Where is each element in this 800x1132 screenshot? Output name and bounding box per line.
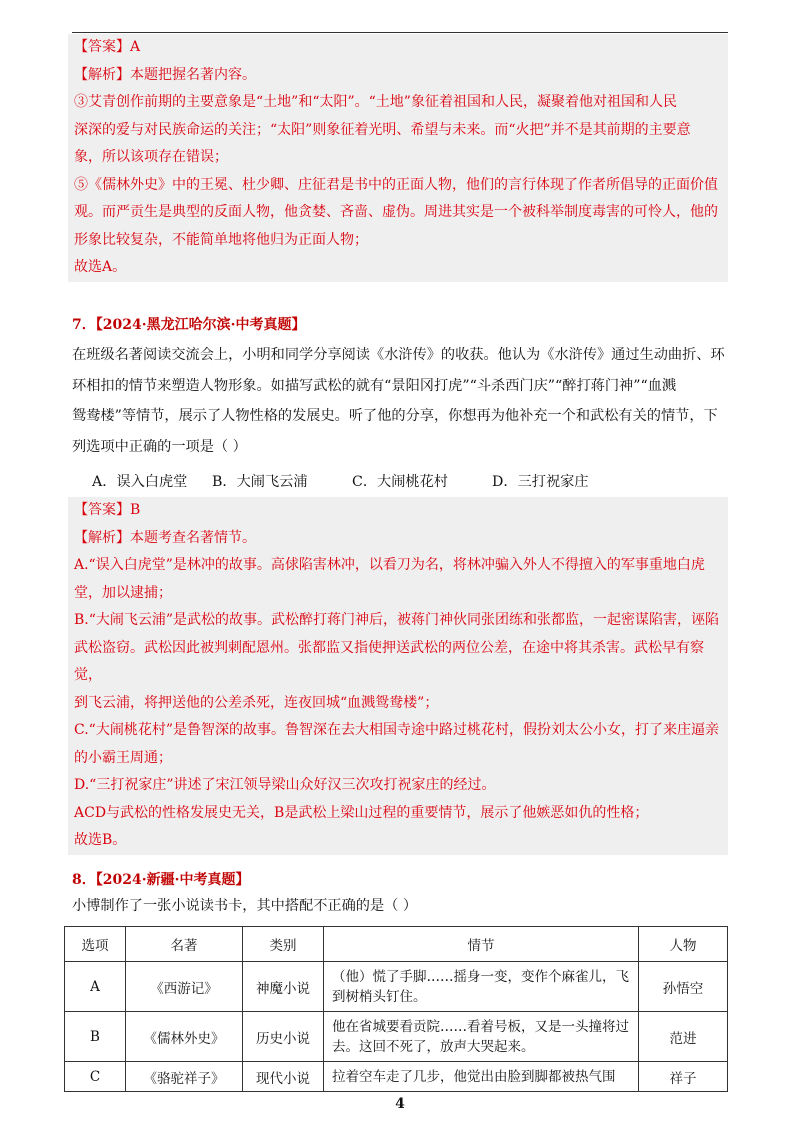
- table-row: [65, 1062, 728, 1092]
- cell-plot: 拉着空车走了几步，他觉出由脸到脚都被热气围: [324, 1062, 639, 1092]
- q7-header: 7．【2024·黑龙江哈尔滨·中考真题】: [72, 317, 306, 333]
- cell-category: 神魔小说: [243, 962, 324, 1012]
- q7-analysis-line: A.“误入白虎堂”是林冲的故事。高俅陷害林冲，以看刀为名，将林冲骗入外人不得擅入的军事重地白虎: [74, 557, 705, 573]
- table-row: [65, 962, 728, 1012]
- q7-body-line: 在班级名著阅读交流会上，小明和同学分享阅读《水浒传》的收获。他认为《水浒传》通过生动曲折、环: [72, 347, 725, 363]
- cell-book: 《西游记》: [126, 962, 243, 1012]
- q7-analysis-line: 【解析】本题考查名著情节。: [74, 529, 256, 546]
- cell-option: C: [65, 1062, 126, 1092]
- col-character-header: 人物: [639, 927, 728, 962]
- q7-analysis-line: B.“大闹飞云浦”是武松的故事。武松醉打蒋门神后，被蒋门神伙同张团练和张都监，一起密谋陷害，诬陷: [74, 612, 720, 628]
- q7-option-a: A．误入白虎堂: [92, 474, 188, 490]
- q7-body-line: 列选项中正确的一项是（ ）: [72, 438, 247, 455]
- cell-plot: （他）慌了手脚……摇身一变，变作个麻雀儿，飞到树梢头钉住。: [324, 962, 639, 1012]
- q7-option-d: D．三打祝家庄: [492, 474, 589, 490]
- q6-analysis-line: 象，所以该项存在错误；: [74, 149, 228, 165]
- table-header-row: [65, 927, 728, 962]
- q7-analysis-line: 故选B。: [74, 832, 127, 848]
- q6-analysis-line: 深深的爱与对民族命运的关注；“太阳”则象征着光明、希望与未来。而“火把”并不是其前期的主要意: [74, 121, 691, 138]
- reading-card-table: [64, 926, 728, 1092]
- q6-analysis-line: 【解析】本题把握名著内容。: [74, 66, 256, 83]
- header-rule: [72, 32, 728, 33]
- q7-analysis-line: 堂，加以逮捕；: [74, 584, 172, 601]
- q6-analysis-line: 观。而严贡生是典型的反面人物，他贪婪、吝啬、虚伪。周进其实是一个被科举制度毒害的可怜人，他的: [74, 204, 718, 220]
- q7-analysis-line: 的小霸王周通；: [74, 749, 172, 766]
- cell-plot: 他在省城要看贡院……看着号板，又是一头撞将过去。这回不死了，放声大哭起来。: [324, 1012, 639, 1062]
- col-option-header: 选项: [65, 927, 126, 962]
- q6-answer-block: [68, 34, 728, 282]
- q7-options: [92, 471, 589, 491]
- q6-analysis-line: ③艾青创作前期的主要意象是“土地”和“太阳”。“土地”象征着祖国和人民，凝聚着他对祖国和人民: [74, 94, 677, 110]
- cell-category: 历史小说: [243, 1012, 324, 1062]
- q7-analysis-line: ACD与武松的性格发展史无关，B是武松上梁山过程的重要情节，展示了他嫉恶如仇的性格；: [74, 804, 649, 821]
- cell-character: 孙悟空: [639, 962, 728, 1012]
- col-category-header: 类别: [243, 927, 324, 962]
- q7-analysis-line: C.“大闹桃花村”是鲁智深的故事。鲁智深在去大相国寺途中路过桃花村，假扮刘太公小女，打了来庄逼亲: [74, 722, 719, 738]
- cell-character: 范进: [639, 1012, 728, 1062]
- q7-answer-block: [68, 497, 728, 855]
- cell-category: 现代小说: [243, 1062, 324, 1092]
- q7-option-c: C．大闹桃花村: [352, 474, 448, 490]
- q8-header: 8．【2024·新疆·中考真题】: [72, 872, 250, 888]
- q7-analysis-line: 到飞云浦，将押送他的公差杀死，连夜回城“血溅鸳鸯楼”；: [74, 694, 439, 711]
- q8-body: 小博制作了一张小说读书卡，其中搭配不正确的是（ ）: [72, 898, 418, 914]
- q7-body-line: 鸳鸯楼”等情节，展示了人物性格的发展史。听了他的分享，你想再为他补充一个和武松有关的情节，下: [72, 408, 718, 424]
- q7-analysis-line: D.“三打祝家庄”讲述了宋江领导梁山众好汉三次攻打祝家庄的经过。: [74, 777, 496, 793]
- cell-book: 《儒林外史》: [126, 1012, 243, 1062]
- q7-body-line: 环相扣的情节来塑造人物形象。如描写武松的就有“景阳冈打虎”“斗杀西门庆”“醉打蒋门神”“血溅: [72, 377, 677, 394]
- q6-analysis-line: ⑤《儒林外史》中的王冕、杜少卿、庄征君是书中的正面人物，他们的言行体现了作者所倡导的正面价值: [74, 176, 718, 193]
- col-book-header: 名著: [126, 927, 243, 962]
- q6-analysis-line: 形象比较复杂，不能简单地将他归为正面人物；: [74, 231, 368, 248]
- page-number: 4: [395, 1096, 405, 1112]
- q7-analysis-line: 武松盗窃。武松因此被判刺配恩州。张都监又指使押送武松的两位公差，在途中将其杀害。武松早有察觉，: [74, 639, 704, 683]
- q6-answer: 【答案】A: [74, 39, 141, 55]
- q7-answer: 【答案】B: [74, 502, 141, 518]
- cell-book: 《骆驼祥子》: [126, 1062, 243, 1092]
- q7-option-b: B．大闹飞云浦: [212, 474, 308, 490]
- cell-option: A: [65, 962, 126, 1012]
- cell-option: B: [65, 1012, 126, 1062]
- table-row: [65, 1012, 728, 1062]
- q7-body: [72, 340, 728, 462]
- cell-character: 祥子: [639, 1062, 728, 1092]
- col-plot-header: 情节: [324, 927, 639, 962]
- q6-analysis-line: 故选A。: [74, 259, 127, 275]
